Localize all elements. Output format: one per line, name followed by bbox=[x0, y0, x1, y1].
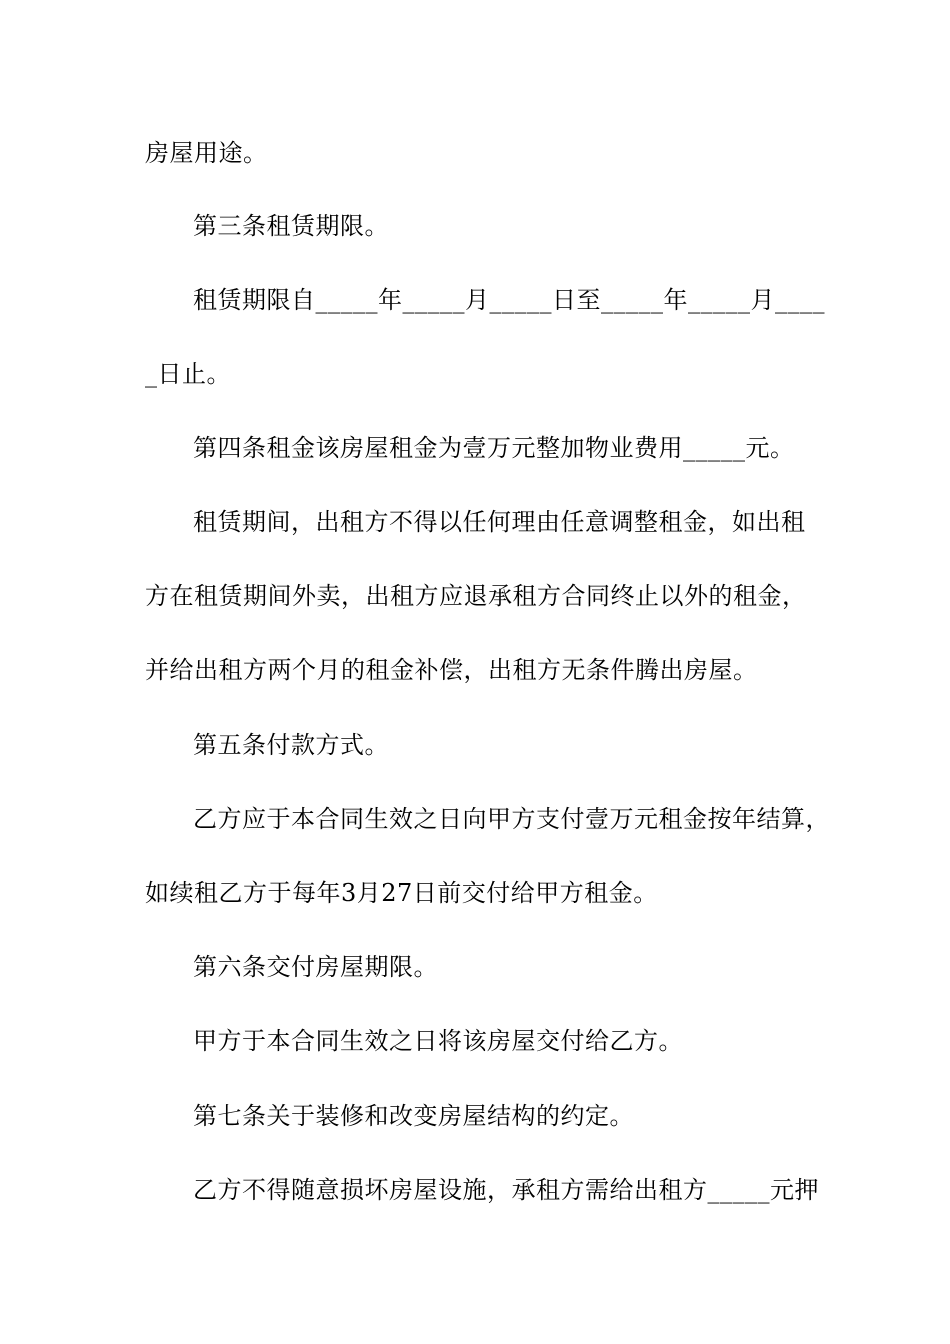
text-line-rent-refund: 方在租赁期间外卖，出租方应退承租方合同终止以外的租金， bbox=[145, 582, 807, 610]
text-line-renewal-payment: 如续租乙方于每年3月27日前交付给甲方租金。 bbox=[145, 879, 658, 907]
text-line-house-usage: 房屋用途。 bbox=[145, 139, 268, 167]
heading-article-3-lease-term: 第三条租赁期限。 bbox=[193, 212, 389, 240]
text-line-lease-period-end: _日止。 bbox=[145, 360, 231, 388]
text-line-deposit: 乙方不得随意损坏房屋设施，承租方需给出租方_____元押 bbox=[193, 1176, 819, 1204]
heading-article-6-delivery: 第六条交付房屋期限。 bbox=[193, 953, 438, 981]
heading-article-4-rent: 第四条租金该房屋租金为壹万元整加物业费用_____元。 bbox=[193, 434, 795, 462]
text-line-rent-compensation: 并给出租方两个月的租金补偿，出租方无条件腾出房屋。 bbox=[145, 656, 758, 684]
text-line-lease-period: 租赁期限自_____年_____月_____日至_____年_____月____ bbox=[193, 286, 825, 314]
text-line-delivery-terms: 甲方于本合同生效之日将该房屋交付给乙方。 bbox=[193, 1027, 683, 1055]
text-line-rent-adjustment: 租赁期间，出租方不得以任何理由任意调整租金，如出租 bbox=[193, 508, 806, 536]
heading-article-5-payment: 第五条付款方式。 bbox=[193, 731, 389, 759]
heading-article-7-renovation: 第七条关于装修和改变房屋结构的约定。 bbox=[193, 1102, 634, 1130]
text-line-payment-terms: 乙方应于本合同生效之日向甲方支付壹万元租金按年结算， bbox=[193, 805, 830, 833]
